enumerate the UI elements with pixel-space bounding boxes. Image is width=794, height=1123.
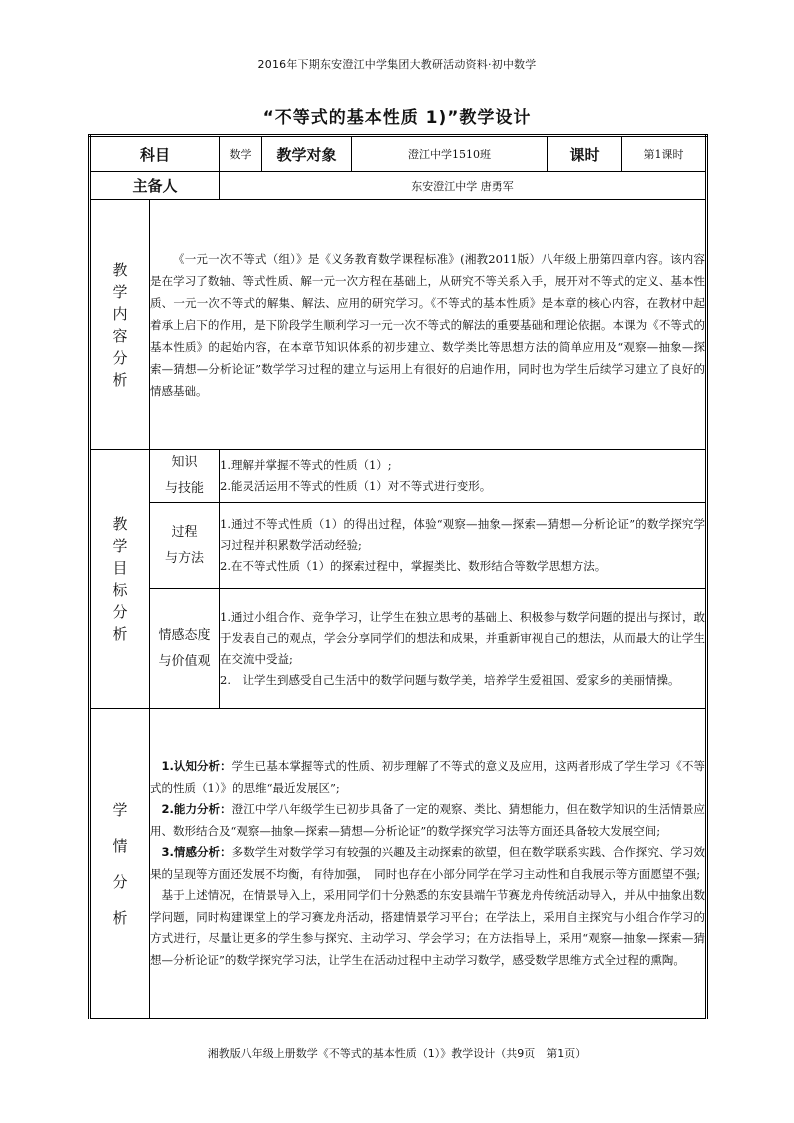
content-analysis-label: 教 学 内 容 分 析 (90, 200, 150, 450)
audience-label: 教学对象 (262, 136, 352, 172)
learner-analysis-text (150, 709, 707, 1019)
document-title: “不等式的基本性质 1)”教学设计 (262, 108, 532, 128)
goal-process-text: 1.通过不等式性质（1）的得出过程，体验“观察—抽象—探索—猜想—分析论证”的数学探究学习过程并积累数学活动经验; 2.在不等式性质（1）的探索过程中，掌握类比、数形结合等数学思想方法。 (220, 503, 707, 589)
lesson-value: 第1课时 (622, 136, 707, 172)
learner-item-ability: 2.能力分析：澄江中学八年级学生已初步具备了一定的观察、类比、猜想能力，但在数学知识的生活情景应用、数形结合及“观察—抽象—探索—猜想—分析论证”的数学探究学习法等方面还具备较大发展空间; (150, 802, 706, 838)
audience-value: 澄江中学1510班 (352, 136, 548, 172)
preparer-label: 主备人 (90, 172, 220, 200)
learner-analysis-row (90, 709, 707, 1019)
content-analysis-row (90, 200, 707, 450)
goal-emotion-label: 情感态度 与价值观 (150, 589, 220, 709)
goal-row-emotion (90, 589, 707, 709)
goal-row-knowledge (90, 450, 707, 503)
goals-analysis-label: 教 学 目 标 分 析 (90, 450, 150, 709)
learner-analysis-label: 学 情 分 析 (90, 709, 150, 1019)
learner-item-cognitive: 1.认知分析：学生已基本掌握等式的性质、初步理解了不等式的意义及应用，这两者形成了学生学习《不等式的性质（1）》的思维“最近发展区”; (150, 759, 706, 795)
subject-value: 数学 (220, 136, 262, 172)
subject-label: 科目 (90, 136, 220, 172)
running-header: 2016年下期东安澄江中学集团大教研活动资料·初中数学 (257, 58, 537, 71)
content-analysis-text: 《一元一次不等式（组）》是《义务教育数学课程标准》(湘教2011版）八年级上册第四章内容。该内容是在学习了数轴、等式性质、解一元一次方程在基础上，从研究不等关系入手，展开对不等式的定义、基本性质、一元一次不等式的解集、解法、应用的研究学习。《不等式的基本性质》是本章的核心内容，在教材中起着承上启下的作用，是下阶段学生顺利学习一元一次不等式的解法的重要基础和理论依据。本课为《不等式的基本性质》的起始内容，在本章节知识体系的初步建立、数学类比等思想方法的简单应用及“观察—抽象—探索—猜想—分析论证”数学学习过程的建立与运用上有很好的启迪作用，同时也为学生后续学习建立了良好的情感基础。 (150, 200, 707, 450)
lesson-label: 课时 (548, 136, 622, 172)
learner-item-approach: 基于上述情况，在情景导入上，采用同学们十分熟悉的东安县端午节赛龙舟传统活动导入，并从中抽象出数学问题，同时构建课堂上的学习赛龙舟活动，搭建情景学习平台；在学法上，采用自主探究与小组合作学习的方式进行，尽量让更多的学生参与探究、主动学习、学会学习；在方法指导上，采用“观察—抽象—探索—猜想—分析论证”的数学探究学习法，让学生在活动过程中主动学习数学，感受数学思维方式全过程的熏陶。 (150, 888, 706, 967)
learner-item-emotion: 3.情感分析：多数学生对数学学习有较强的兴趣及主动探索的欲望，但在数学联系实践、合作探究、学习效果的呈现等方面还发展不均衡，有待加强， 同时也存在小部分同学在学习主动性和自我展示等方面愿望不强; (150, 845, 706, 881)
page-footer: 湘教版八年级上册数学《不等式的基本性质（1）》教学设计（共9页 第1页） (207, 1047, 587, 1060)
goal-knowledge-text: 1.理解并掌握不等式的性质（1）; 2.能灵活运用不等式的性质（1）对不等式进行变形。 (220, 450, 707, 503)
goal-knowledge-label: 知识 与技能 (150, 450, 220, 503)
lesson-plan-table (88, 134, 708, 1019)
goal-emotion-text: 1.通过小组合作、竞争学习，让学生在独立思考的基础上、积极参与数学问题的提出与探讨，敢于发表自己的观点，学会分享同学们的想法和成果，并重新审视自己的想法，从而最大的让学生在交流中受益; 2. 让学生到感受自己生活中的数学问题与数学美，培养学生爱祖国、爱家乡的美丽情操。 (220, 589, 707, 709)
goal-row-process (90, 503, 707, 589)
preparer-row (90, 172, 707, 200)
goal-process-label: 过程 与方法 (150, 503, 220, 589)
info-row (90, 136, 707, 172)
preparer-value: 东安澄江中学 唐勇军 (220, 172, 707, 200)
